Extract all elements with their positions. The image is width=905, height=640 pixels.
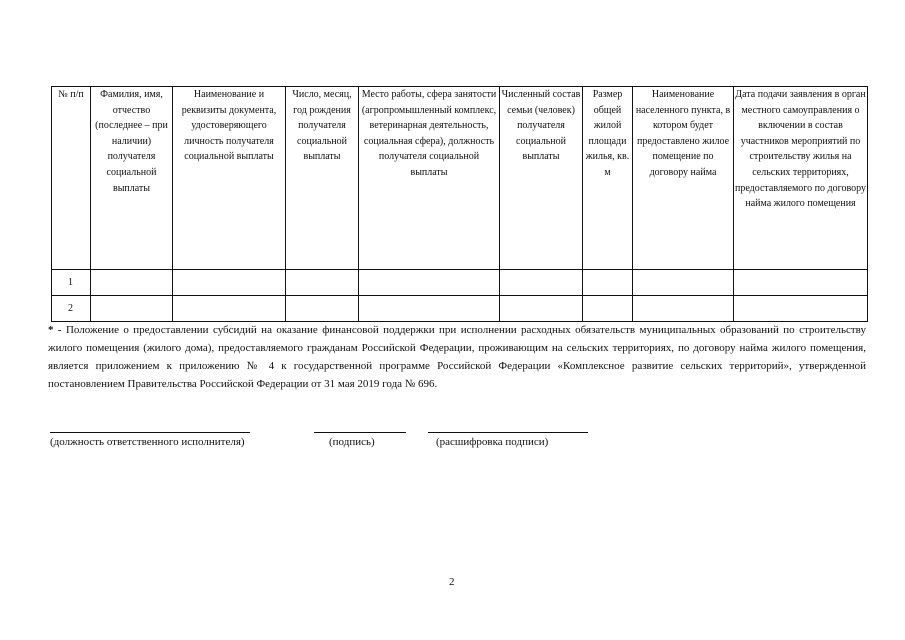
table-row xyxy=(52,270,868,296)
table-cell xyxy=(359,296,500,322)
header-full-name: Фамилия, имя, отчество (последнее – при наличии) получателя социальной выплаты xyxy=(91,87,173,270)
table-cell: 1 xyxy=(52,270,91,296)
footnote-marker: * - xyxy=(48,324,62,336)
table-cell xyxy=(91,296,173,322)
signature-label: (подпись) xyxy=(329,436,375,448)
table-cell xyxy=(734,296,868,322)
header-family-size: Численный состав семьи (человек) получателя социальной выплаты xyxy=(500,87,583,270)
page-number: 2 xyxy=(449,576,455,588)
table-cell xyxy=(583,296,633,322)
table-cell xyxy=(173,296,286,322)
header-living-area: Размер общей жилой площади жилья, кв. м xyxy=(583,87,633,270)
header-settlement: Наименование населенного пункта, в котором будет предоставлено жилое помещение по договору найма xyxy=(633,87,734,270)
decoding-signature-line xyxy=(428,432,588,433)
position-signature-line xyxy=(50,432,250,433)
recipients-table xyxy=(51,86,868,322)
signature-line xyxy=(314,432,406,433)
table-cell: 2 xyxy=(52,296,91,322)
table-cell xyxy=(583,270,633,296)
table-cell xyxy=(286,296,359,322)
position-label: (должность ответственного исполнителя) xyxy=(50,436,245,448)
header-application-date: Дата подачи заявления в орган местного самоуправления о включении в состав участников мероприятий по строительству жилья на сельских территориях, предоставляемого по договору найма жилого помещения xyxy=(734,87,868,270)
table-cell xyxy=(359,270,500,296)
header-workplace: Место работы, сфера занятости (агропромышленный комплекс, ветеринарная деятельность, социальная сфера), должность получателя социальной выплаты xyxy=(359,87,500,270)
footnote xyxy=(48,321,866,393)
table-cell xyxy=(734,270,868,296)
table-cell xyxy=(286,270,359,296)
header-number: № п/п xyxy=(52,87,91,270)
table-cell xyxy=(500,270,583,296)
table-row xyxy=(52,296,868,322)
table-cell xyxy=(633,270,734,296)
footnote-text: Положение о предоставлении субсидий на оказание финансовой поддержки при исполнении расходных обязательств муниципальных образований по строительству жилого помещения (жилого дома), предоставляемого гражданам Российской Федерации, проживающим на сельских территориях, по договору найма жилого помещения, является приложением к приложению № 4 к государственной программе Российской Федерации «Комплексное развитие сельских территорий», утвержденной постановлением Правительства Российской Федерации от 31 мая 2019 года № 696. xyxy=(48,324,866,390)
table-cell xyxy=(500,296,583,322)
header-id-document: Наименование и реквизиты документа, удостоверяющего личность получателя социальной выплаты xyxy=(173,87,286,270)
table-header-row xyxy=(52,87,868,270)
decoding-label: (расшифровка подписи) xyxy=(436,436,549,448)
table-cell xyxy=(633,296,734,322)
header-birth-date: Число, месяц, год рождения получателя социальной выплаты xyxy=(286,87,359,270)
table-cell xyxy=(173,270,286,296)
table-cell xyxy=(91,270,173,296)
